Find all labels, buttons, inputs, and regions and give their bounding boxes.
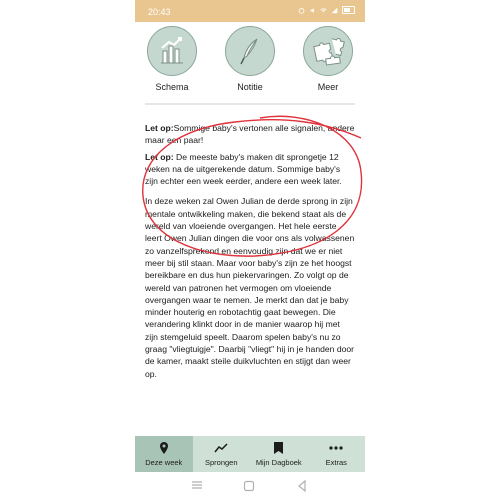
note-1-text: Sommige baby's vertonen alle signalen, andere maar een paar!: [145, 123, 355, 146]
tab-mijn-dagboek[interactable]: [250, 436, 308, 472]
nav-notitie-circle: [225, 26, 275, 76]
back-icon[interactable]: [297, 480, 307, 492]
status-bar: [135, 0, 365, 22]
note-2-label: Let op:: [145, 151, 174, 162]
tab-deze-week[interactable]: [135, 436, 193, 472]
nav-schema-label: Schema: [155, 82, 189, 92]
alarm-icon: [298, 7, 305, 14]
note-2-text: De meeste baby's maken dit sprongetje 12 weken na de uitgerekende datum. Sommige baby's zijn echter een week eerder, andere een week later.: [145, 151, 342, 187]
article-content: [145, 122, 355, 384]
tab-sprongen[interactable]: [193, 436, 251, 472]
mute-icon: [309, 7, 316, 14]
bookmark-icon: [274, 442, 283, 454]
wifi-icon: [320, 7, 327, 14]
chart-bars-icon: [155, 34, 189, 68]
top-nav: [135, 22, 365, 102]
system-nav-bar: [135, 472, 365, 500]
nav-meer[interactable]: [300, 26, 356, 92]
battery-icon: [342, 6, 355, 14]
menu-icon[interactable]: [191, 480, 203, 490]
phone-screen: [135, 0, 365, 500]
tab-mijn-dagboek-label: Mijn Dagboek: [255, 458, 302, 467]
puzzle-pieces-icon: [310, 34, 346, 68]
nav-meer-label: Meer: [317, 82, 339, 92]
status-time: 20:43: [148, 7, 171, 17]
more-dots-icon: [329, 446, 343, 450]
right-margin: [365, 0, 500, 500]
tab-sprongen-label: Sprongen: [204, 458, 238, 467]
signal-icon: [331, 7, 338, 14]
quill-pen-icon: [233, 34, 267, 68]
bottom-nav: [135, 436, 365, 472]
note-2: [145, 151, 355, 188]
status-icons: [298, 6, 355, 14]
trend-line-icon: [214, 443, 228, 453]
left-margin: [0, 0, 135, 500]
article-body: In deze weken zal Owen Julian de derde sprong in zijn mentale ontwikkeling maken, die bekend staat als de wereld van vloeiende overgangen. Het hele eerste leert Owen Julian dingen die voor ons als volwassenen zo vanzelfsprekend en eenvoudig zijn dat we er niet meer bij stil staan. Maar voor baby's zijn ze het hoogst bereikbare en dus hun piekervaringen. Zo volgt op de wereld van patronen het vermogen om vloeiende overgangen waar te nemen. Je merkt dan dat je baby minder houterig en robotachtig gaat bewegen. Die verandering klinkt door in de manier waarop hij met zijn stemgeluid speelt. Daarom spelen baby's nu zo graag "vliegtuigje". Daarbij "vliegt" hij in je handen door de kamer, maakt steile duikvluchten en stijgt dan weer op.: [145, 196, 355, 379]
nav-schema-circle: [147, 26, 197, 76]
top-nav-divider: [145, 103, 355, 105]
nav-schema[interactable]: [144, 26, 200, 92]
tab-extras-label: Extras: [325, 458, 347, 467]
tab-extras[interactable]: [308, 436, 366, 472]
note-1-label: Let op:: [145, 123, 174, 133]
location-pin-icon: [159, 442, 169, 454]
nav-notitie-label: Notitie: [237, 82, 263, 92]
tab-deze-week-label: Deze week: [145, 458, 183, 467]
note-1: [145, 122, 355, 147]
home-icon[interactable]: [243, 480, 255, 492]
nav-notitie[interactable]: [222, 26, 278, 92]
nav-meer-circle: [303, 26, 353, 76]
